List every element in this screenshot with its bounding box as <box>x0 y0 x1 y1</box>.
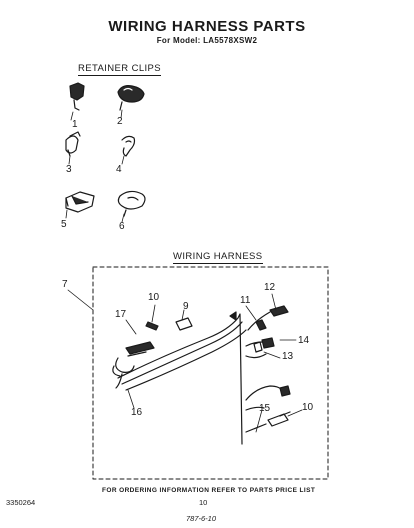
retainer-clip-2 <box>118 86 144 118</box>
callout-7: 7 <box>62 279 68 290</box>
callout-11: 11 <box>240 295 251 306</box>
callout-3: 3 <box>66 164 72 175</box>
callout-1: 1 <box>72 119 78 130</box>
callout-9: 9 <box>183 301 189 312</box>
retainer-clip-4 <box>122 136 135 164</box>
retainer-clip-3 <box>66 132 80 164</box>
page-number: 10 <box>199 498 208 507</box>
callout-17: 17 <box>115 309 127 320</box>
callout-12: 12 <box>264 282 276 293</box>
callout-16: 16 <box>131 407 143 418</box>
retainer-clips-heading: RETAINER CLIPS <box>78 63 162 74</box>
date-code: 787-6-10 <box>186 514 217 523</box>
page-title: WIRING HARNESS PARTS <box>108 18 306 35</box>
callout-10-top: 10 <box>148 292 160 303</box>
callout-10-bottom: 10 <box>302 402 314 413</box>
retainer-clip-5 <box>66 192 94 218</box>
ordering-instruction: FOR ORDERING INFORMATION REFER TO PARTS PRICE LIST <box>102 487 316 494</box>
retainer-clip-1 <box>70 83 84 120</box>
callout-4: 4 <box>116 164 122 175</box>
callout-6: 6 <box>119 221 125 232</box>
document-number: 3350264 <box>6 498 36 507</box>
callout-13: 13 <box>282 351 294 362</box>
wiring-harness-heading: WIRING HARNESS <box>173 251 263 262</box>
retainer-clip-6 <box>118 191 145 222</box>
callout-15: 15 <box>259 403 271 414</box>
callout-2: 2 <box>117 116 123 127</box>
callout-14: 14 <box>298 335 310 346</box>
model-subtitle: For Model: LA5578XSW2 <box>156 36 258 45</box>
callout-5: 5 <box>61 219 67 230</box>
